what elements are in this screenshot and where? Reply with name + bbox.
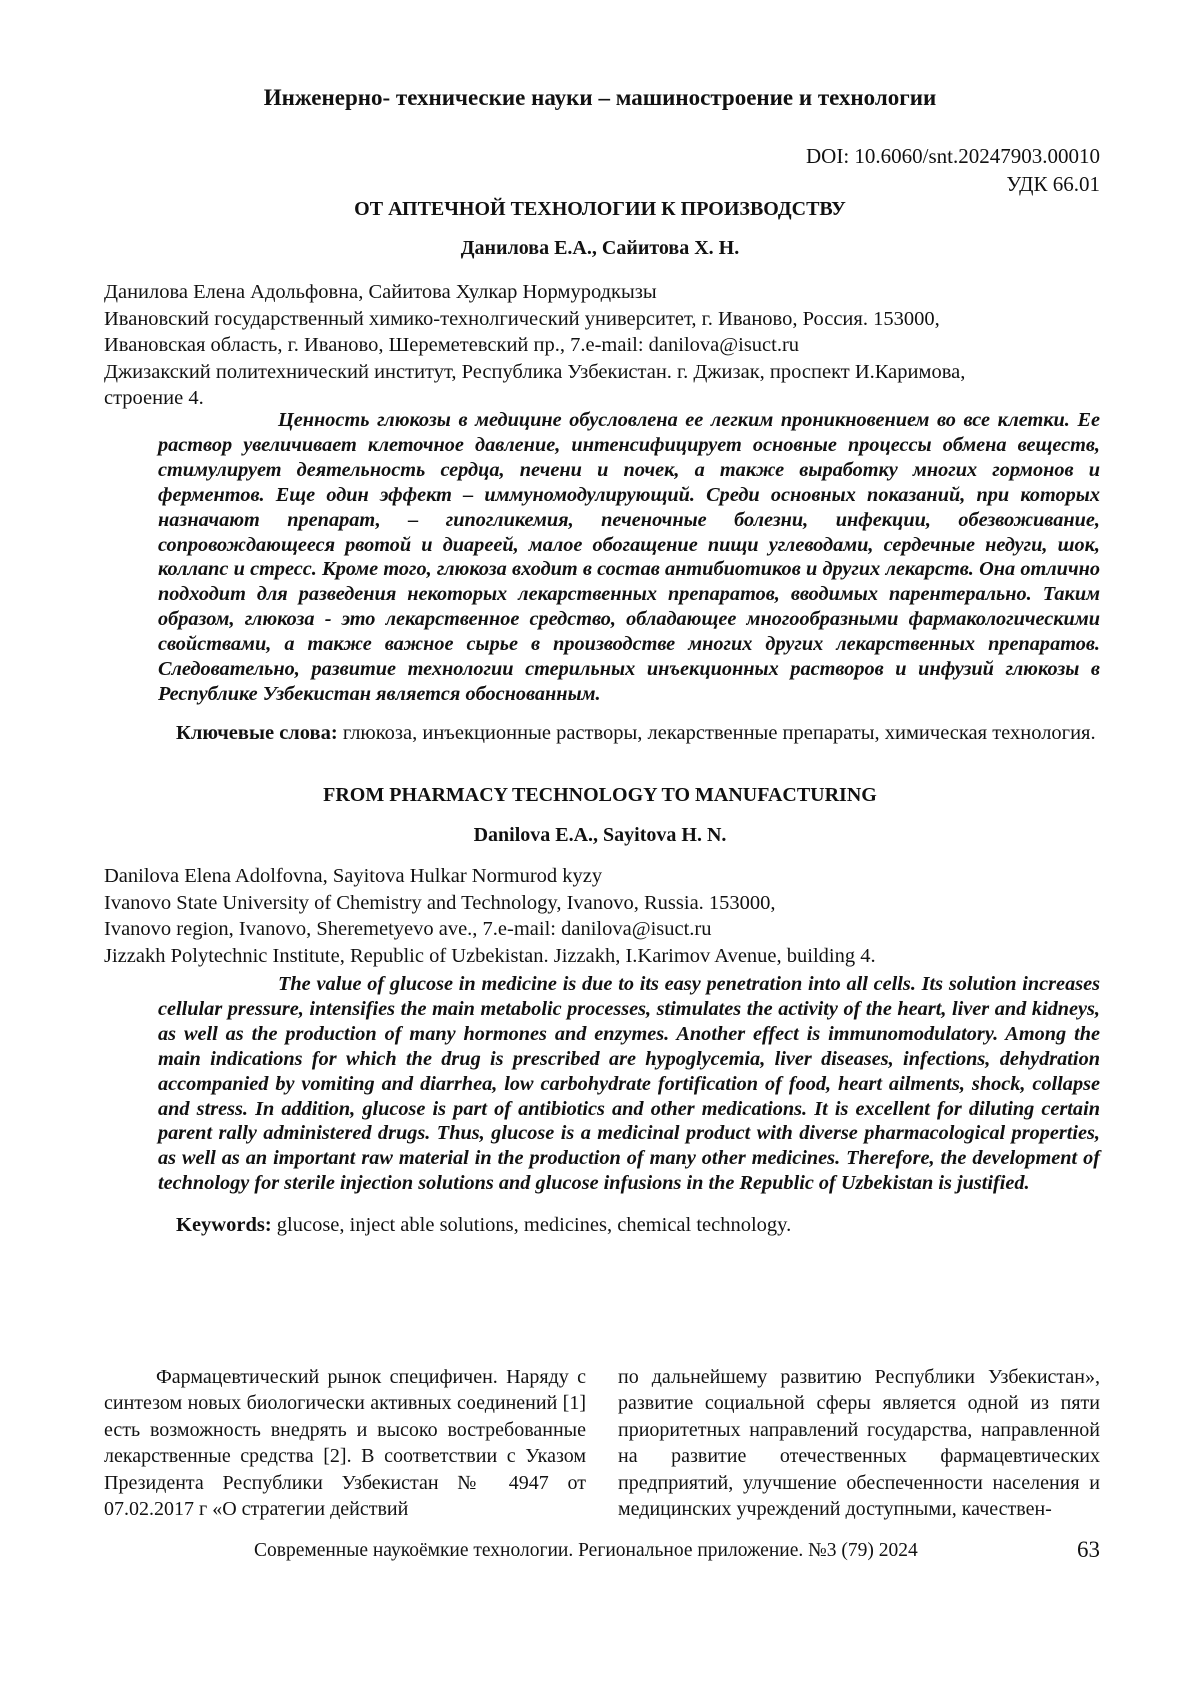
authors-ru: Данилова Е.А., Сайитова Х. Н.: [460, 237, 740, 259]
keywords-ru: [104, 720, 1100, 747]
keywords-label: Keywords:: [176, 1214, 272, 1236]
affiliation-en: [104, 863, 1100, 969]
affiliation-line: Ivanovo region, Ivanovo, Sheremetyevo ave., 7.e-mail: danilova@isuct.ru: [104, 918, 712, 940]
udc: УДК 66.01: [1006, 172, 1100, 196]
section-header: Инженерно- технические науки – машиностроение и технологии: [263, 85, 937, 110]
affiliation-line: Danilova Elena Adolfovna, Sayitova Hulkar Normurod kyzy: [104, 865, 603, 887]
affiliation-line: Ivanovo State University of Chemistry and Technology, Ivanovo, Russia. 153000,: [104, 891, 776, 914]
affiliation-line: Джизакский политехнический институт, Республика Узбекистан. г. Джизак, проспект И.Каримова,: [104, 360, 966, 383]
affiliation-ru: [104, 279, 1100, 412]
title-en: FROM PHARMACY TECHNOLOGY TO MANUFACTURING: [323, 784, 877, 806]
keywords-en: [104, 1212, 1100, 1239]
affiliation-line: Данилова Елена Адольфовна, Сайитова Хулкар Нормуродкызы: [104, 281, 657, 303]
authors-en: Danilova E.A., Sayitova H. N.: [473, 824, 727, 846]
affiliation-line: Ивановский государственный химико-технолгический университет, г. Иваново, Россия. 153000,: [104, 307, 940, 330]
affiliation-line: строение 4.: [104, 387, 204, 409]
affiliation-line: Jizzakh Polytechnic Institute, Republic of Uzbekistan. Jizzakh, I.Karimov Avenue, building 4.: [104, 944, 876, 967]
abstract-en: The value of glucose in medicine is due to its easy penetration into all cells. Its solution increases cellular pressure, intensifies the main metabolic processes, stimulates the activity of the heart, liver and kidneys, as well as the production of many hormones and enzymes. Another effect is immunomodulatory. Among the main indications for which the drug is prescribed are hypoglycemia, liver diseases, infections, dehydration accompanied by vomiting and diarrhea, low carbohydrate fortification of food, heart ailments, shock, collapse and stress. In addition, glucose is part of antibiotics and other medications. It is excellent for diluting certain parent rally administered drugs. Thus, glucose is a medicinal product with diverse pharmacological properties, as well as an important raw material in the production of many other medicines. Therefore, the development of technology for sterile injection solutions and glucose infusions in the Republic of Uzbekistan is justified.: [158, 973, 1100, 1195]
body-column-right: по дальнейшему развитию Республики Узбекистан», развитие социальной сферы является одной из пяти приоритетных направлений государства, направленной на развитие отечественных фармацевтических предприятий, улучшение обеспеченности населения и медицинских учреждений доступными, качествен-: [618, 1366, 1100, 1521]
keywords-text: глюкоза, инъекционные растворы, лекарственные препараты, химическая технология.: [337, 722, 1096, 744]
title-ru: ОТ АПТЕЧНОЙ ТЕХНОЛОГИИ К ПРОИЗВОДСТВУ: [354, 198, 846, 220]
journal-footer: Современные наукоёмкие технологии. Региональное приложение. №3 (79) 2024: [254, 1540, 918, 1561]
body-column-left: Фармацевтический рынок специфичен. Наряду с синтезом новых биологически активных соединений [1] есть возможность внедрять и высоко востребованные лекарственные средства [2]. В соответствии с Указом Президента Республики Узбекистан № 4947 от 07.02.2017 г «О стратегии действий: [104, 1366, 586, 1521]
abstract-ru: Ценность глюкозы в медицине обусловлена ее легким проникновением во все клетки. Ее раствор увеличивает клеточное давление, интенсифицирует основные процессы обмена веществ, стимулирует деятельность сердца, печени и почек, а также выработку многих гормонов и ферментов. Еще один эффект – иммуномодулирующий. Среди основных показаний, при которых назначают препарат, – гипогликемия, печеночные болезни, инфекции, обезвоживание, сопровождающееся рвотой и диареей, малое обогащение пищи углеводами, сердечные недуги, шок, коллапс и стресс. Кроме того, глюкоза входит в состав антибиотиков и других лекарств. Она отлично подходит для разведения некоторых лекарственных препаратов, вводимых парентерально. Таким образом, глюкоза - это лекарственное средство, обладающее многообразными фармакологическими свойствами, а также важное сырье в производстве многих других лекарственных препаратов. Следовательно, развитие технологии стерильных инъекционных растворов и инфузий глюкозы в Республике Узбекистан является обоснованным.: [158, 409, 1100, 705]
keywords-label: Ключевые слова:: [176, 722, 338, 744]
affiliation-line: Ивановская область, г. Иваново, Шереметевский пр., 7.e-mail: danilova@isuct.ru: [104, 334, 800, 356]
page-number: 63: [1077, 1537, 1100, 1562]
doi: DOI: 10.6060/snt.20247903.00010: [806, 144, 1100, 168]
keywords-text: glucose, inject able solutions, medicines, chemical technology.: [271, 1214, 792, 1236]
doi-udc-block: [806, 142, 1100, 198]
